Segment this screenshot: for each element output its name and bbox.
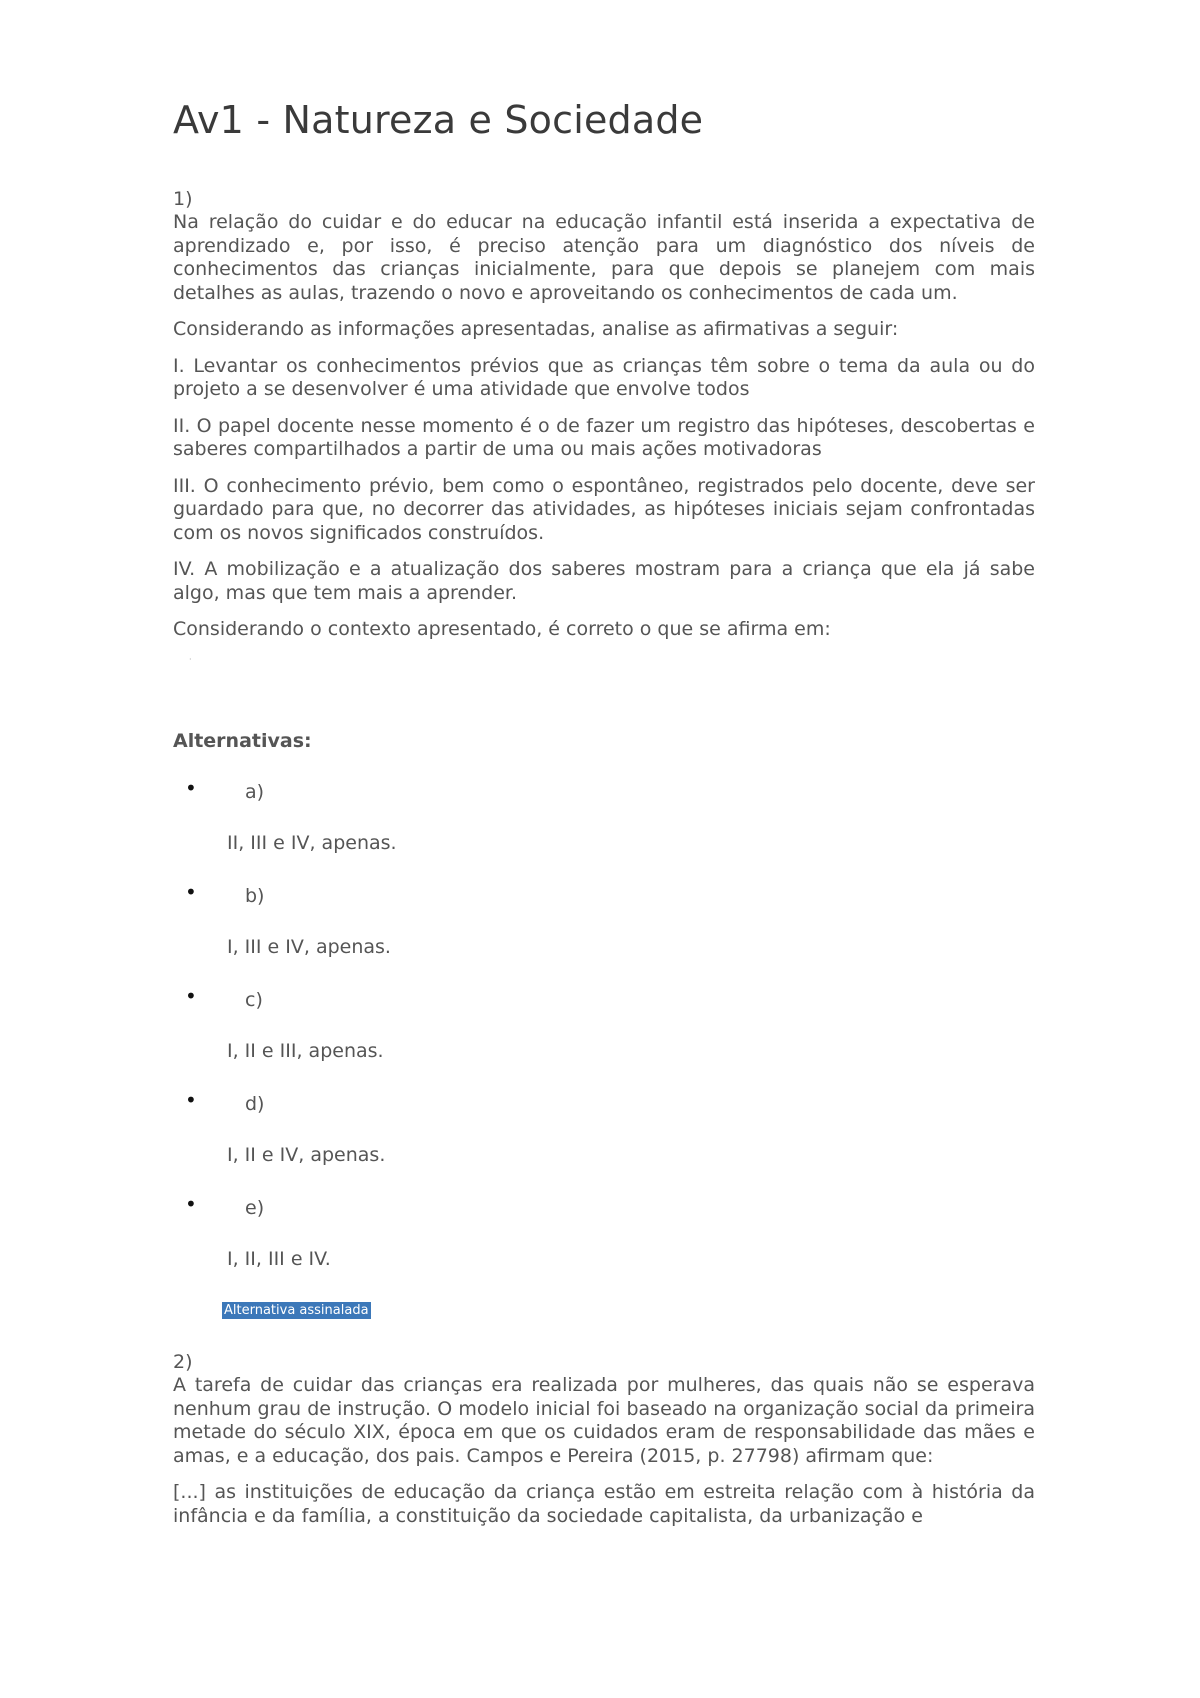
alternative-letter: c) <box>245 989 263 1011</box>
bullet-icon: • <box>185 880 197 904</box>
page-title: Av1 - Natureza e Sociedade <box>173 98 704 142</box>
alternative-text: II, III e IV, apenas. <box>227 832 397 854</box>
question-number: 1) <box>173 188 193 210</box>
bullet-icon: • <box>185 1088 197 1112</box>
alternative-letter: a) <box>245 781 265 803</box>
question-quote: [...] as instituições de educação da criança estão em estreita relação com à história da infância e da família, a constituição da sociedade capitalista, da urbanização e <box>173 1481 1035 1527</box>
alternative-letter: d) <box>245 1093 265 1115</box>
alternative-c[interactable] <box>173 983 1035 1087</box>
alternative-d[interactable] <box>173 1087 1035 1191</box>
alternative-letter: b) <box>245 885 265 907</box>
alternative-text: I, II e III, apenas. <box>227 1040 384 1062</box>
bullet-icon: • <box>185 776 197 800</box>
alternatives-list <box>173 775 1035 1295</box>
statement-ii: II. O papel docente nesse momento é o de fazer um registro das hipóteses, descobertas e saberes compartilhados a partir de uma ou mais ações motivadoras <box>173 414 1035 460</box>
stray-mark: · <box>189 654 192 664</box>
alternative-text: I, III e IV, apenas. <box>227 936 391 958</box>
bullet-icon: • <box>185 984 197 1008</box>
alternative-text: I, II e IV, apenas. <box>227 1144 386 1166</box>
question-2 <box>173 1350 1035 1541</box>
alternative-letter: e) <box>245 1197 265 1219</box>
statement-iv: IV. A mobilização e a atualização dos saberes mostram para a criança que ela já sabe algo, mas que tem mais a aprender. <box>173 558 1035 604</box>
question-prompt: Considerando as informações apresentadas, analise as afirmativas a seguir: <box>173 318 899 340</box>
alternative-b[interactable] <box>173 879 1035 983</box>
question-intro: Na relação do cuidar e do educar na educação infantil está inserida a expectativa de aprendizado e, por isso, é preciso atenção para um diagnóstico dos níveis de conhecimentos das crianças inicialmente, para que depois se planejem com mais detalhes as aulas, trazendo o novo e aproveitando os conhecimentos de cada um. <box>173 211 1035 304</box>
question-number: 2) <box>173 1351 193 1373</box>
question-intro: A tarefa de cuidar das crianças era realizada por mulheres, das quais não se esperava nenhum grau de instrução. O modelo inicial foi baseado na organização social da primeira metade do século XIX, época em que os cuidados eram de responsabilidade das mães e amas, e a educação, dos pais. Campos e Pereira (2015, p. 27798) afirmam que: <box>173 1374 1035 1467</box>
question-1 <box>173 187 1035 667</box>
selected-alternative-badge: Alternativa assinalada <box>224 1303 369 1318</box>
question-closing: Considerando o contexto apresentado, é correto o que se afirma em: <box>173 618 831 640</box>
statement-iii: III. O conhecimento prévio, bem como o espontâneo, registrados pelo docente, deve ser guardado para que, no decorrer das atividades, as hipóteses iniciais sejam confrontadas com os novos significados construídos. <box>173 474 1035 544</box>
bullet-icon: • <box>185 1192 197 1216</box>
alternatives-heading: Alternativas: <box>173 730 312 752</box>
alternative-e[interactable] <box>173 1191 1035 1295</box>
statement-i: I. Levantar os conhecimentos prévios que as crianças têm sobre o tema da aula ou do projeto a se desenvolver é uma atividade que envolve todos <box>173 354 1035 400</box>
alternative-text: I, II, III e IV. <box>227 1248 331 1270</box>
alternative-a[interactable] <box>173 775 1035 879</box>
